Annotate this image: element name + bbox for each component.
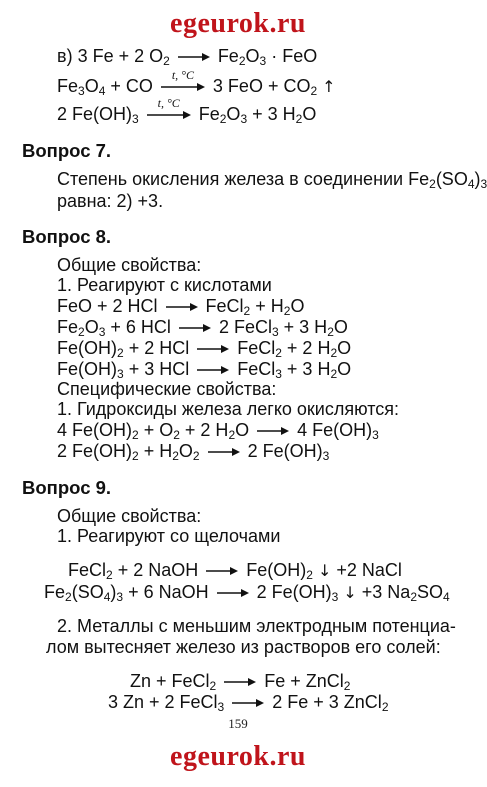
equation-fe3o4-co: $Fe_3O_4$ + CO t, °C 3 FeO + $CO_2$ ↑ — [57, 68, 336, 98]
equation-feoh3-heat: 2 $Fe(OH)_3$ t, °C $Fe_2O_3 + 3$ $H_2O$ — [57, 96, 317, 126]
q8-hydroxides: 1. Гидроксиды железа легко окисляются: — [57, 399, 399, 419]
q8-specific: Специфические свойства: — [57, 379, 277, 399]
q9-metals-line-1: 2. Металлы с меньшим электродным потенциа- — [57, 616, 456, 636]
page-number: 159 — [228, 716, 248, 731]
equation-feoh3-hcl: $Fe(OH)_3 + 3$ HCl FeCl$_3$ + 3 $H_2O$ — [57, 359, 352, 381]
reaction-arrow — [216, 586, 250, 600]
reaction-arrow — [223, 675, 257, 689]
question-8-title: Вопрос 8. — [22, 226, 112, 247]
q7-line-1: Степень окисления железа в соединении $Fe_2(SO_4)_3$ — [57, 169, 487, 191]
reaction-arrow — [196, 363, 230, 377]
reaction-arrow — [207, 445, 241, 459]
reaction-arrow-heat: t, °C — [160, 75, 206, 97]
equation-feoh2-o2: 4 $Fe(OH)_2 + O_2 + 2$ $H_2O$ 4 $Fe(OH)_3$ — [57, 420, 379, 442]
question-9-title: Вопрос 9. — [22, 477, 112, 498]
reaction-arrow — [165, 300, 199, 314]
equation-fecl2-naoh: FeCl$_2$ + 2 NaOH $Fe(OH)_2$ ↓ +2 NaCl — [68, 560, 402, 582]
equation-zn-fecl2: Zn + FeCl$_2$ Fe + ZnCl$_2$ — [130, 671, 351, 693]
q8-general: Общие свойства: — [57, 255, 202, 275]
reaction-arrow — [177, 50, 211, 64]
q9-metals-line-2: лом вытесняет железо из растворов его солей: — [46, 637, 441, 657]
reaction-arrow — [231, 696, 265, 710]
equation-feo-hcl: FeO + 2 HCl FeCl$_2$ + $H_2O$ — [57, 296, 305, 318]
reaction-arrow — [178, 321, 212, 335]
watermark-bottom: egeurok.ru — [170, 741, 306, 772]
equation-zn-fecl3: 3 Zn + 2 FeCl$_3$ 2 Fe + 3 ZnCl$_2$ — [108, 692, 389, 714]
question-7-title: Вопрос 7. — [22, 140, 112, 161]
item-label: в) — [57, 46, 73, 66]
precipitate-arrow-down: ↓ — [317, 561, 332, 580]
equation-fe2o3-hcl: $Fe_2O_3 + 6$ HCl 2 FeCl$_3$ + 3 $H_2O$ — [57, 317, 348, 339]
q9-general: Общие свойства: — [57, 506, 202, 526]
reaction-arrow-heat: t, °C — [146, 103, 192, 125]
equation-fe2so43-naoh: $Fe_2(SO_4)_3 + 6$ NaOH 2 $Fe(OH)_3$ ↓ +3 $Na_2SO_4$ — [44, 582, 450, 604]
reaction-arrow — [205, 564, 239, 578]
q9-react-alkali: 1. Реагируют со щелочами — [57, 526, 281, 546]
reaction-arrow — [256, 424, 290, 438]
q8-react-acids: 1. Реагируют с кислотами — [57, 275, 272, 295]
reaction-arrow — [196, 342, 230, 356]
precipitate-arrow-down: ↓ — [343, 583, 357, 602]
q7-line-2: равна: 2) +3. — [57, 191, 164, 211]
equation-v: в) 3 Fe + 2 $O_2$ $Fe_2O_3$ · FeO — [57, 46, 318, 68]
equation-feoh2-hcl: $Fe(OH)_2 + 2$ HCl FeCl$_2$ + 2 $H_2O$ — [57, 338, 352, 360]
equation-feoh2-h2o2: 2 $Fe(OH)_2 + H_2O_2$ 2 $Fe(OH)_3$ — [57, 441, 330, 463]
gas-arrow-up: ↑ — [322, 77, 336, 96]
watermark-top: egeurok.ru — [170, 8, 306, 39]
